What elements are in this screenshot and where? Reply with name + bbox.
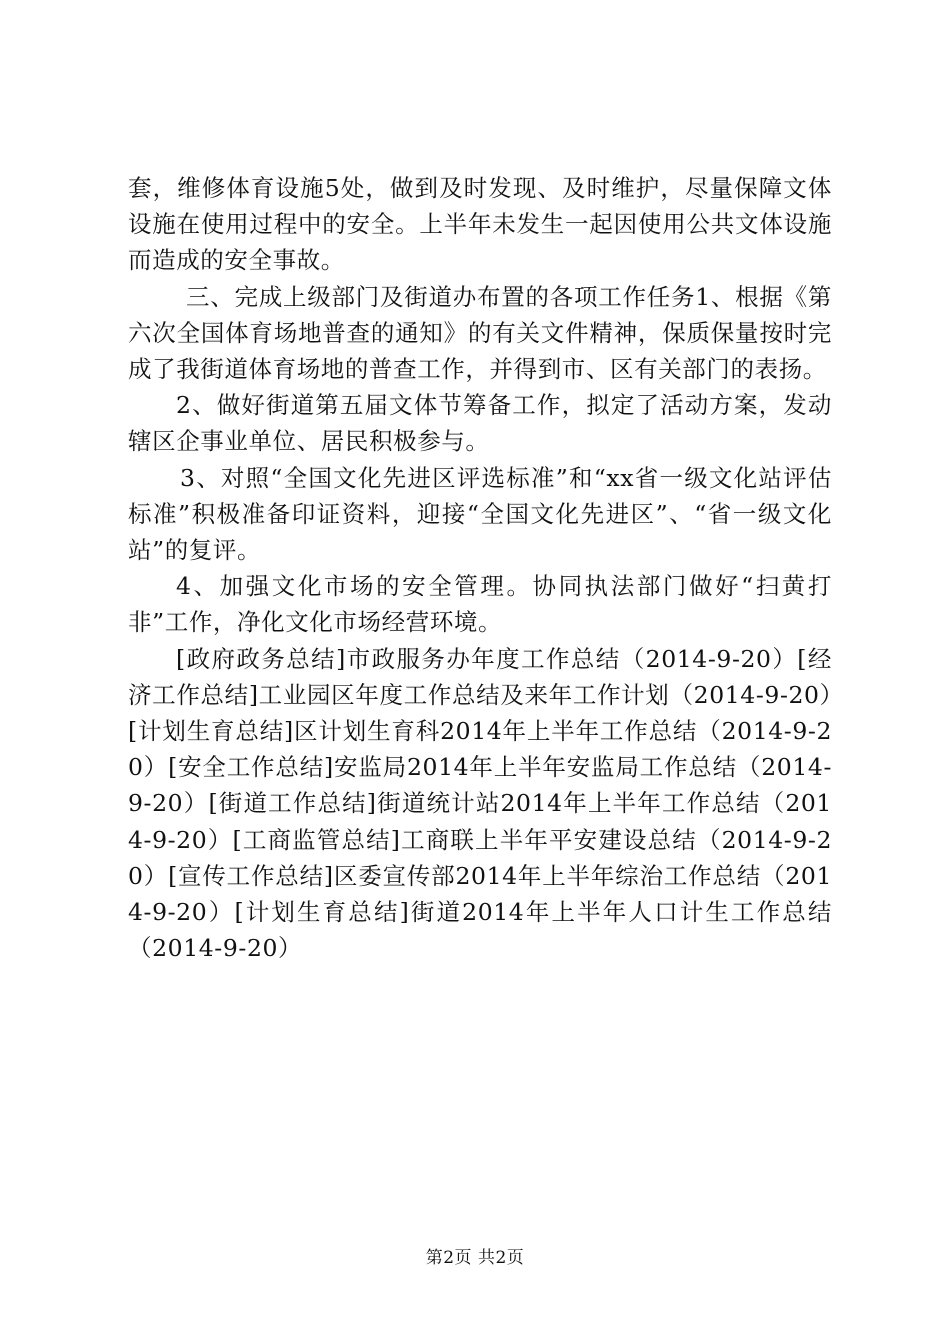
page-number-footer: 第2页 共2页 [425, 1248, 525, 1268]
paragraph-section-three: 三、完成上级部门及街道办布置的各项工作任务1、根据《第六次全国体育场地普查的通知》的有关文件精神，保质保量按时完成了我街道体育场地的普查工作，并得到市、区有关部门的表扬。 [128, 282, 832, 384]
paragraph-continuation: 套，维修体育设施5处，做到及时发现、及时维护，尽量保障文体设施在使用过程中的安全。上半年未发生一起因使用公共文体设施而造成的安全事故。 [128, 174, 832, 275]
paragraph-item-two: 2、做好街道第五届文体节筹备工作，拟定了活动方案，发动辖区企事业单位、居民积极参与。 [128, 391, 832, 456]
paragraph-item-three: 3、对照“全国文化先进区评选标准”和“xx省一级文化站评估标准”积极准备印证资料，迎接“全国文化先进区”、“省一级文化站”的复评。 [128, 463, 832, 565]
document-body [128, 170, 832, 966]
paragraph-related-links: [政府政务总结]市政服务办年度工作总结（2014-9-20）[经济工作总结]工业园区年度工作总结及来年工作计划（2014-9-20）[计划生育总结]区计划生育科2014年上半年工作总结（2014-9-20）[安全工作总结]安监局2014年上半年安监局工作总结（2014-9-20）[街道工作总结]街道统计站2014年上半年工作总结（2014-9-20）[工商监管总结]工商联上半年平安建设总结（2014-9-20）[宣传工作总结]区委宣传部2014年上半年综治工作总结（2014-9-20）[计划生育总结]街道2014年上半年人口计生工作总结（2014-9-20） [128, 644, 832, 963]
paragraph-item-four: 4、加强文化市场的安全管理。协同执法部门做好“扫黄打非”工作，净化文化市场经营环境。 [128, 572, 832, 637]
